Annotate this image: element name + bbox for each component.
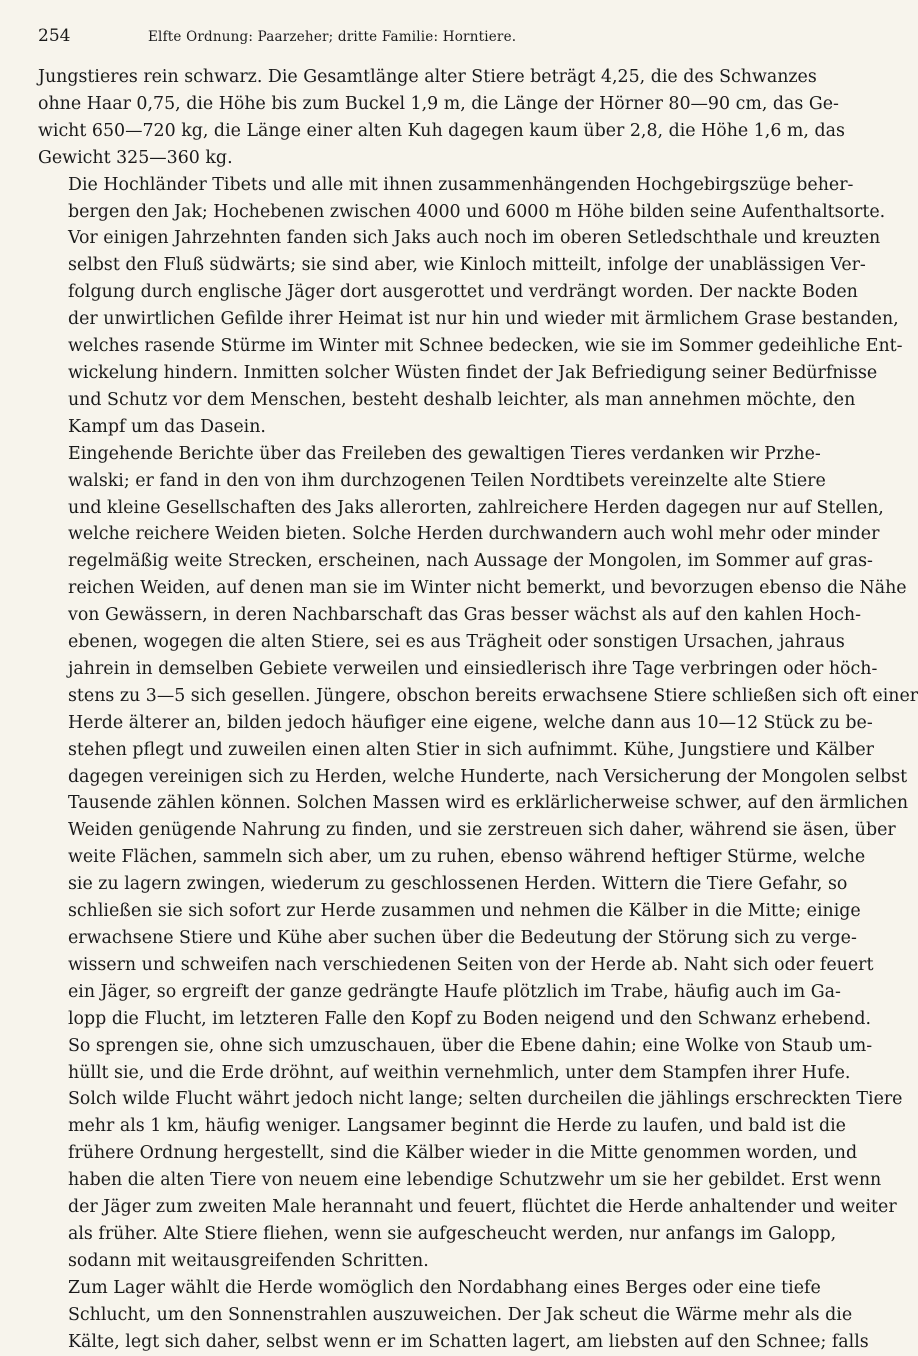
- text-line: Herde älterer an, bilden jedoch häufiger eine eigene, welche dann aus 10—12 Stück zu be-: [68, 712, 873, 733]
- text-line: stehen pflegt und zuweilen einen alten Stier in sich aufnimmt. Kühe, Jungstiere und Kälber: [68, 739, 874, 760]
- text-line: welches rasende Stürme im Winter mit Schnee bedecken, wie sie im Sommer gedeihliche Ent-: [68, 336, 903, 357]
- text-line: Kampf um das Dasein.: [68, 416, 266, 437]
- text-line: bergen den Jak; Hochebenen zwischen 4000 und 6000 m Höhe bilden seine Aufenthaltsorte.: [68, 201, 886, 222]
- text-line: folgung durch englische Jäger dort ausgerottet und verdrängt worden. Der nackte Boden: [68, 282, 858, 303]
- running-head: Elfte Ordnung: Paarzeher; dritte Familie: Horntiere.: [148, 29, 517, 45]
- text-line: Eingehende Berichte über das Freileben des gewaltigen Tieres verdanken wir Przhe-: [68, 443, 821, 464]
- paragraph: [38, 172, 903, 441]
- text-line: sie zu lagern zwingen, wiederum zu geschlossenen Herden. Wittern die Tiere Gefahr, so: [68, 874, 848, 895]
- text-line: Tausende zählen können. Solchen Massen wird es erklärlicherweise schwer, auf den ärmlichen: [68, 793, 909, 814]
- paragraph: [38, 64, 845, 172]
- text-line: reichen Weiden, auf denen man sie im Winter nicht bemerkt, und bevorzugen ebenso die Nähe: [68, 578, 907, 599]
- text-line: Gewicht 325—360 kg.: [38, 147, 233, 168]
- text-line: So sprengen sie, ohne sich umzuschauen, über die Ebene dahin; eine Wolke von Staub um-: [68, 1035, 873, 1056]
- text-line: Solch wilde Flucht währt jedoch nicht lange; selten durcheilen die jählings erschreckten Tiere: [68, 1089, 903, 1110]
- text-line: ohne Haar 0,75, die Höhe bis zum Buckel 1,9 m, die Länge der Hörner 80—90 cm, das Ge-: [38, 93, 839, 114]
- text-line: selbst den Fluß südwärts; sie sind aber, wie Kinloch mitteilt, infolge der unablässigen Ver-: [68, 255, 866, 276]
- text-line: walski; er fand in den von ihm durchzogenen Teilen Nordtibets vereinzelte alte Stiere: [68, 470, 826, 491]
- text-line: frühere Ordnung hergestellt, sind die Kälber wieder in die Mitte genommen worden, und: [68, 1143, 858, 1164]
- text-line: regelmäßig weite Strecken, erscheinen, nach Aussage der Mongolen, im Sommer auf gras-: [68, 551, 873, 572]
- text-line: dagegen vereinigen sich zu Herden, welche Hunderte, nach Versicherung der Mongolen selbst: [68, 766, 908, 787]
- text-line: als früher. Alte Stiere fliehen, wenn sie aufgescheucht werden, nur anfangs im Galopp,: [68, 1223, 837, 1244]
- body-text: [38, 64, 918, 1356]
- text-line: weite Flächen, sammeln sich aber, um zu ruhen, ebenso während heftiger Stürme, welche: [68, 847, 866, 868]
- text-line: Vor einigen Jahrzehnten fanden sich Jaks auch noch im oberen Setledschthale und kreuzten: [68, 228, 881, 249]
- text-line: lopp die Flucht, im letzteren Falle den Kopf zu Boden neigend und den Schwanz erhebend.: [68, 1008, 872, 1029]
- text-line: Die Hochländer Tibets und alle mit ihnen zusammenhängenden Hochgebirgszüge beher-: [68, 174, 854, 195]
- text-line: Kälte, legt sich daher, selbst wenn er im Schatten lagert, am liebsten auf den Schnee; falls: [68, 1331, 869, 1352]
- page-header: [38, 26, 727, 46]
- text-line: stens zu 3—5 sich gesellen. Jüngere, obschon bereits erwachsene Stiere schließen sich oft einer: [68, 685, 918, 706]
- paragraph: [38, 441, 918, 1275]
- text-line: ein Jäger, so ergreift der ganze gedrängte Haufe plötzlich im Trabe, häufig auch im Ga-: [68, 981, 841, 1002]
- text-line: erwachsene Stiere und Kühe aber suchen über die Bedeutung der Störung sich zu verge-: [68, 928, 857, 948]
- text-line: mehr als 1 km, häufig weniger. Langsamer beginnt die Herde zu laufen, und bald ist die: [68, 1116, 846, 1137]
- text-line: und Schutz vor dem Menschen, besteht deshalb leichter, als man annehmen möchte, den: [68, 389, 856, 410]
- text-line: Zum Lager wählt die Herde womöglich den Nordabhang eines Berges oder eine tiefe: [68, 1277, 821, 1298]
- text-line: Schlucht, um den Sonnenstrahlen auszuweichen. Der Jak scheut die Wärme mehr als die: [68, 1304, 853, 1325]
- text-line: jahrein in demselben Gebiete verweilen und einsiedlerisch ihre Tage verbringen oder höch-: [68, 658, 878, 679]
- text-line: welche reichere Weiden bieten. Solche Herden durchwandern auch wohl mehr oder minder: [68, 524, 880, 545]
- text-line: Weiden genügende Nahrung zu finden, und sie zerstreuen sich daher, während sie äsen, über: [68, 820, 896, 841]
- text-line: wickelung hindern. Inmitten solcher Wüsten findet der Jak Befriedigung seiner Bedürfnisse: [68, 362, 878, 383]
- text-line: der Jäger zum zweiten Male herannaht und feuert, flüchtet die Herde anhaltender und weiter: [68, 1197, 897, 1218]
- text-line: haben die alten Tiere von neuem eine lebendige Schutzwehr um sie her gebildet. Erst wenn: [68, 1170, 882, 1191]
- text-line: von Gewässern, in deren Nachbarschaft das Gras besser wächst als auf den kahlen Hoch-: [68, 605, 861, 626]
- text-line: wicht 650—720 kg, die Länge einer alten Kuh dagegen kaum über 2,8, die Höhe 1,6 m, das: [38, 120, 845, 141]
- text-line: und kleine Gesellschaften des Jaks allerorten, zahlreichere Herden dagegen nur auf Stellen,: [68, 497, 884, 518]
- page-number: 254: [38, 26, 71, 46]
- text-line: schließen sie sich sofort zur Herde zusammen und nehmen die Kälber in die Mitte; einige: [68, 901, 861, 922]
- text-line: der unwirtlichen Gefilde ihrer Heimat ist nur hin und wieder mit ärmlichem Grase bestanden,: [68, 309, 899, 330]
- text-line: Jungstieres rein schwarz. Die Gesamtlänge alter Stiere beträgt 4,25, die des Schwanzes: [38, 67, 817, 87]
- text-line: hüllt sie, und die Erde dröhnt, auf weithin vernehmlich, unter dem Stampfen ihrer Hufe.: [68, 1062, 851, 1083]
- text-line: wissern und schweifen nach verschiedenen Seiten von der Herde ab. Naht sich oder feuert: [68, 954, 874, 975]
- text-line: ebenen, wogegen die alten Stiere, sei es aus Trägheit oder sonstigen Ursachen, jahraus: [68, 632, 845, 653]
- paragraph: [38, 1275, 869, 1356]
- text-line: sodann mit weitausgreifenden Schritten.: [68, 1250, 429, 1271]
